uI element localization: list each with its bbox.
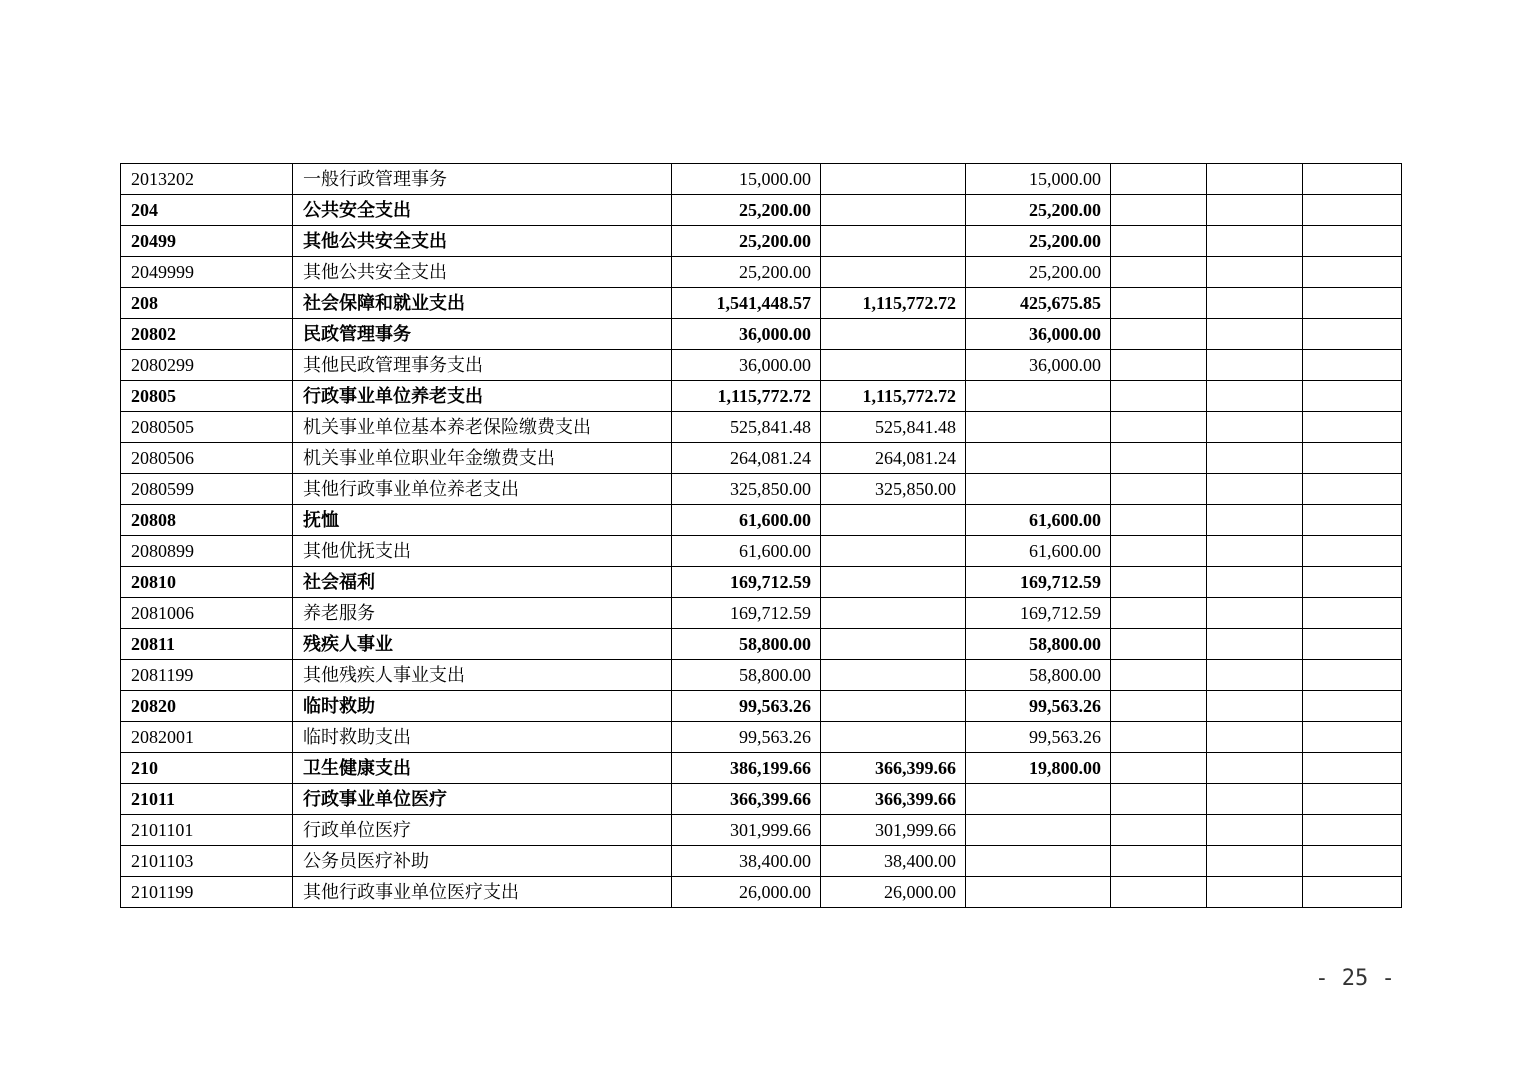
empty-column-6-cell — [1111, 443, 1207, 474]
account-code-cell: 2080506 — [121, 443, 293, 474]
empty-column-6-cell — [1111, 288, 1207, 319]
account-name-cell: 行政单位医疗 — [293, 815, 672, 846]
account-name-cell: 抚恤 — [293, 505, 672, 536]
table-row — [121, 629, 1402, 660]
basic-expenditure-cell — [821, 722, 966, 753]
empty-column-6-cell — [1111, 350, 1207, 381]
empty-column-7-cell — [1207, 784, 1303, 815]
basic-expenditure-cell: 325,850.00 — [821, 474, 966, 505]
empty-column-8-cell — [1303, 691, 1402, 722]
empty-column-7-cell — [1207, 691, 1303, 722]
project-expenditure-cell — [966, 784, 1111, 815]
project-expenditure-cell: 36,000.00 — [966, 319, 1111, 350]
table-row — [121, 474, 1402, 505]
project-expenditure-cell — [966, 877, 1111, 908]
account-name-cell: 其他行政事业单位养老支出 — [293, 474, 672, 505]
total-amount-cell: 61,600.00 — [672, 505, 821, 536]
basic-expenditure-cell — [821, 629, 966, 660]
total-amount-cell: 1,115,772.72 — [672, 381, 821, 412]
account-name-cell: 行政事业单位养老支出 — [293, 381, 672, 412]
project-expenditure-cell — [966, 412, 1111, 443]
empty-column-7-cell — [1207, 226, 1303, 257]
empty-column-8-cell — [1303, 815, 1402, 846]
table-row — [121, 319, 1402, 350]
account-name-cell: 公务员医疗补助 — [293, 846, 672, 877]
project-expenditure-cell: 25,200.00 — [966, 226, 1111, 257]
project-expenditure-cell: 58,800.00 — [966, 629, 1111, 660]
account-code-cell: 2080299 — [121, 350, 293, 381]
account-name-cell: 其他残疾人事业支出 — [293, 660, 672, 691]
account-code-cell: 20805 — [121, 381, 293, 412]
total-amount-cell: 36,000.00 — [672, 350, 821, 381]
project-expenditure-cell: 61,600.00 — [966, 505, 1111, 536]
account-code-cell: 20810 — [121, 567, 293, 598]
total-amount-cell: 25,200.00 — [672, 257, 821, 288]
empty-column-7-cell — [1207, 474, 1303, 505]
empty-column-8-cell — [1303, 536, 1402, 567]
account-name-cell: 残疾人事业 — [293, 629, 672, 660]
basic-expenditure-cell — [821, 660, 966, 691]
project-expenditure-cell: 425,675.85 — [966, 288, 1111, 319]
basic-expenditure-cell: 301,999.66 — [821, 815, 966, 846]
table-row — [121, 691, 1402, 722]
account-code-cell: 20802 — [121, 319, 293, 350]
total-amount-cell: 325,850.00 — [672, 474, 821, 505]
project-expenditure-cell: 169,712.59 — [966, 598, 1111, 629]
project-expenditure-cell — [966, 381, 1111, 412]
account-code-cell: 20499 — [121, 226, 293, 257]
total-amount-cell: 301,999.66 — [672, 815, 821, 846]
account-name-cell: 其他优抚支出 — [293, 536, 672, 567]
empty-column-7-cell — [1207, 319, 1303, 350]
empty-column-7-cell — [1207, 257, 1303, 288]
empty-column-7-cell — [1207, 350, 1303, 381]
empty-column-7-cell — [1207, 381, 1303, 412]
basic-expenditure-cell — [821, 505, 966, 536]
empty-column-8-cell — [1303, 753, 1402, 784]
empty-column-8-cell — [1303, 226, 1402, 257]
account-name-cell: 机关事业单位职业年金缴费支出 — [293, 443, 672, 474]
empty-column-6-cell — [1111, 629, 1207, 660]
empty-column-8-cell — [1303, 443, 1402, 474]
empty-column-7-cell — [1207, 567, 1303, 598]
empty-column-6-cell — [1111, 474, 1207, 505]
empty-column-6-cell — [1111, 226, 1207, 257]
empty-column-6-cell — [1111, 784, 1207, 815]
empty-column-6-cell — [1111, 691, 1207, 722]
account-code-cell: 2080505 — [121, 412, 293, 443]
basic-expenditure-cell — [821, 536, 966, 567]
basic-expenditure-cell: 38,400.00 — [821, 846, 966, 877]
project-expenditure-cell: 25,200.00 — [966, 195, 1111, 226]
account-code-cell: 2081199 — [121, 660, 293, 691]
account-code-cell: 2081006 — [121, 598, 293, 629]
empty-column-7-cell — [1207, 629, 1303, 660]
account-name-cell: 临时救助 — [293, 691, 672, 722]
empty-column-7-cell — [1207, 877, 1303, 908]
table-row — [121, 505, 1402, 536]
account-name-cell: 卫生健康支出 — [293, 753, 672, 784]
empty-column-7-cell — [1207, 815, 1303, 846]
basic-expenditure-cell — [821, 164, 966, 195]
empty-column-6-cell — [1111, 660, 1207, 691]
total-amount-cell: 15,000.00 — [672, 164, 821, 195]
empty-column-8-cell — [1303, 319, 1402, 350]
account-code-cell: 2101101 — [121, 815, 293, 846]
table-row — [121, 381, 1402, 412]
empty-column-7-cell — [1207, 598, 1303, 629]
basic-expenditure-cell — [821, 319, 966, 350]
basic-expenditure-cell — [821, 195, 966, 226]
basic-expenditure-cell — [821, 567, 966, 598]
empty-column-7-cell — [1207, 660, 1303, 691]
total-amount-cell: 58,800.00 — [672, 629, 821, 660]
empty-column-8-cell — [1303, 660, 1402, 691]
account-code-cell: 204 — [121, 195, 293, 226]
empty-column-8-cell — [1303, 474, 1402, 505]
account-name-cell: 社会保障和就业支出 — [293, 288, 672, 319]
basic-expenditure-cell: 366,399.66 — [821, 753, 966, 784]
table-row — [121, 846, 1402, 877]
basic-expenditure-cell: 525,841.48 — [821, 412, 966, 443]
project-expenditure-cell: 99,563.26 — [966, 722, 1111, 753]
table-row — [121, 412, 1402, 443]
account-name-cell: 其他行政事业单位医疗支出 — [293, 877, 672, 908]
empty-column-7-cell — [1207, 505, 1303, 536]
basic-expenditure-cell — [821, 598, 966, 629]
total-amount-cell: 99,563.26 — [672, 691, 821, 722]
empty-column-6-cell — [1111, 257, 1207, 288]
empty-column-7-cell — [1207, 846, 1303, 877]
table-row — [121, 288, 1402, 319]
empty-column-6-cell — [1111, 877, 1207, 908]
empty-column-8-cell — [1303, 164, 1402, 195]
account-code-cell: 20820 — [121, 691, 293, 722]
total-amount-cell: 169,712.59 — [672, 598, 821, 629]
account-code-cell: 2080599 — [121, 474, 293, 505]
total-amount-cell: 25,200.00 — [672, 195, 821, 226]
empty-column-8-cell — [1303, 381, 1402, 412]
table-row — [121, 257, 1402, 288]
basic-expenditure-cell: 366,399.66 — [821, 784, 966, 815]
total-amount-cell: 169,712.59 — [672, 567, 821, 598]
empty-column-8-cell — [1303, 288, 1402, 319]
total-amount-cell: 525,841.48 — [672, 412, 821, 443]
table-row — [121, 660, 1402, 691]
account-code-cell: 2049999 — [121, 257, 293, 288]
empty-column-7-cell — [1207, 288, 1303, 319]
page-number: - 25 - — [1315, 966, 1395, 991]
table-row — [121, 784, 1402, 815]
basic-expenditure-cell — [821, 226, 966, 257]
empty-column-8-cell — [1303, 722, 1402, 753]
empty-column-8-cell — [1303, 350, 1402, 381]
table-row — [121, 753, 1402, 784]
project-expenditure-cell: 99,563.26 — [966, 691, 1111, 722]
account-code-cell: 2101103 — [121, 846, 293, 877]
table-row — [121, 877, 1402, 908]
empty-column-7-cell — [1207, 443, 1303, 474]
table-row — [121, 598, 1402, 629]
project-expenditure-cell — [966, 474, 1111, 505]
empty-column-8-cell — [1303, 629, 1402, 660]
account-code-cell: 2101199 — [121, 877, 293, 908]
empty-column-6-cell — [1111, 598, 1207, 629]
project-expenditure-cell — [966, 815, 1111, 846]
empty-column-8-cell — [1303, 598, 1402, 629]
project-expenditure-cell: 36,000.00 — [966, 350, 1111, 381]
project-expenditure-cell: 169,712.59 — [966, 567, 1111, 598]
account-name-cell: 社会福利 — [293, 567, 672, 598]
empty-column-8-cell — [1303, 784, 1402, 815]
table-row — [121, 164, 1402, 195]
empty-column-8-cell — [1303, 846, 1402, 877]
empty-column-7-cell — [1207, 164, 1303, 195]
total-amount-cell: 61,600.00 — [672, 536, 821, 567]
basic-expenditure-cell — [821, 257, 966, 288]
basic-expenditure-cell: 1,115,772.72 — [821, 381, 966, 412]
total-amount-cell: 386,199.66 — [672, 753, 821, 784]
account-name-cell: 其他民政管理事务支出 — [293, 350, 672, 381]
project-expenditure-cell: 25,200.00 — [966, 257, 1111, 288]
total-amount-cell: 99,563.26 — [672, 722, 821, 753]
empty-column-8-cell — [1303, 567, 1402, 598]
account-code-cell: 208 — [121, 288, 293, 319]
project-expenditure-cell: 61,600.00 — [966, 536, 1111, 567]
empty-column-6-cell — [1111, 412, 1207, 443]
account-code-cell: 20811 — [121, 629, 293, 660]
budget-table — [120, 163, 1402, 908]
account-code-cell: 21011 — [121, 784, 293, 815]
total-amount-cell: 36,000.00 — [672, 319, 821, 350]
empty-column-7-cell — [1207, 195, 1303, 226]
account-name-cell: 一般行政管理事务 — [293, 164, 672, 195]
empty-column-6-cell — [1111, 815, 1207, 846]
empty-column-8-cell — [1303, 257, 1402, 288]
empty-column-6-cell — [1111, 722, 1207, 753]
empty-column-6-cell — [1111, 195, 1207, 226]
empty-column-8-cell — [1303, 195, 1402, 226]
basic-expenditure-cell — [821, 350, 966, 381]
account-name-cell: 其他公共安全支出 — [293, 257, 672, 288]
basic-expenditure-cell: 264,081.24 — [821, 443, 966, 474]
table-row — [121, 722, 1402, 753]
total-amount-cell: 25,200.00 — [672, 226, 821, 257]
table-body — [121, 164, 1402, 908]
account-name-cell: 行政事业单位医疗 — [293, 784, 672, 815]
account-code-cell: 20808 — [121, 505, 293, 536]
table-row — [121, 226, 1402, 257]
total-amount-cell: 58,800.00 — [672, 660, 821, 691]
basic-expenditure-cell: 26,000.00 — [821, 877, 966, 908]
table-row — [121, 350, 1402, 381]
table-row — [121, 567, 1402, 598]
empty-column-6-cell — [1111, 319, 1207, 350]
empty-column-8-cell — [1303, 412, 1402, 443]
basic-expenditure-cell: 1,115,772.72 — [821, 288, 966, 319]
empty-column-7-cell — [1207, 536, 1303, 567]
project-expenditure-cell: 58,800.00 — [966, 660, 1111, 691]
empty-column-8-cell — [1303, 877, 1402, 908]
account-name-cell: 民政管理事务 — [293, 319, 672, 350]
empty-column-6-cell — [1111, 567, 1207, 598]
table-row — [121, 815, 1402, 846]
table-row — [121, 536, 1402, 567]
empty-column-7-cell — [1207, 722, 1303, 753]
empty-column-6-cell — [1111, 536, 1207, 567]
empty-column-8-cell — [1303, 505, 1402, 536]
account-code-cell: 2080899 — [121, 536, 293, 567]
account-name-cell: 养老服务 — [293, 598, 672, 629]
project-expenditure-cell: 15,000.00 — [966, 164, 1111, 195]
account-code-cell: 210 — [121, 753, 293, 784]
account-code-cell: 2013202 — [121, 164, 293, 195]
empty-column-6-cell — [1111, 753, 1207, 784]
empty-column-7-cell — [1207, 753, 1303, 784]
empty-column-6-cell — [1111, 846, 1207, 877]
project-expenditure-cell: 19,800.00 — [966, 753, 1111, 784]
account-name-cell: 机关事业单位基本养老保险缴费支出 — [293, 412, 672, 443]
account-name-cell: 临时救助支出 — [293, 722, 672, 753]
account-name-cell: 公共安全支出 — [293, 195, 672, 226]
empty-column-6-cell — [1111, 164, 1207, 195]
basic-expenditure-cell — [821, 691, 966, 722]
project-expenditure-cell — [966, 846, 1111, 877]
project-expenditure-cell — [966, 443, 1111, 474]
table-row — [121, 195, 1402, 226]
account-name-cell: 其他公共安全支出 — [293, 226, 672, 257]
empty-column-6-cell — [1111, 381, 1207, 412]
total-amount-cell: 264,081.24 — [672, 443, 821, 474]
total-amount-cell: 366,399.66 — [672, 784, 821, 815]
table-row — [121, 443, 1402, 474]
account-code-cell: 2082001 — [121, 722, 293, 753]
total-amount-cell: 26,000.00 — [672, 877, 821, 908]
total-amount-cell: 1,541,448.57 — [672, 288, 821, 319]
empty-column-7-cell — [1207, 412, 1303, 443]
empty-column-6-cell — [1111, 505, 1207, 536]
total-amount-cell: 38,400.00 — [672, 846, 821, 877]
